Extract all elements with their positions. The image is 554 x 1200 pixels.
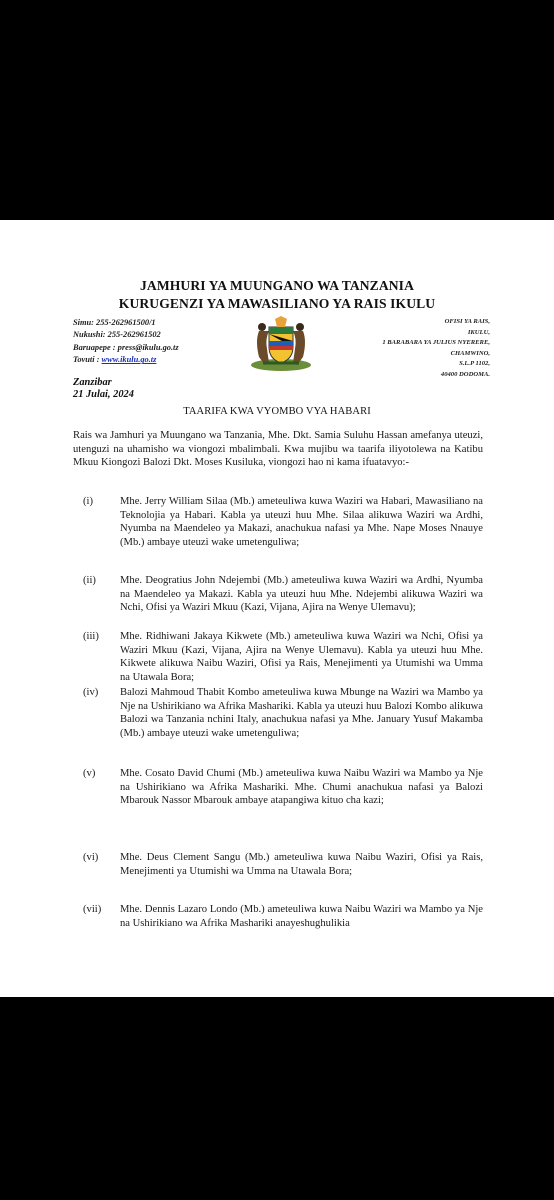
document-page: [0, 220, 554, 997]
place-date: [73, 377, 134, 401]
item-text: Mhe. Ridhiwani Jakaya Kikwete (Mb.) ameteuliwa kuwa Waziri wa Nchi, Ofisi ya Waziri Mkuu (Kazi, Vijana, Ajira na Wenye Ulemavu). Kabla ya uteuzi huu Mhe. Kikwete alikuwa Naibu Waziri, Ofisi ya Rais, Menejimenti ya Utumishi wa Umma na Utawala Bora;: [120, 631, 483, 683]
item-number: (ii): [83, 575, 96, 586]
item-number: (iv): [83, 687, 99, 698]
list-item: [83, 686, 483, 740]
item-text: Mhe. Dennis Lazaro Londo (Mb.) ameteuliwa kuwa Naibu Waziri wa Mambo ya Nje na Ushirikiano wa Afrika Mashariki anayeshughulikia: [120, 904, 483, 929]
item-text: Balozi Mahmoud Thabit Kombo ameteuliwa kuwa Mbunge na Waziri wa Mambo ya Nje na Ushirikiano wa Afrika Mashariki. Kabla ya uteuzi huu Balozi Kombo alikuwa Balozi wa Tanzania nchini Italy, anachukua nafasi ya Mhe. January Yusuf Makamba (Mb.) ambaye uteuzi wake umetenguliwa;: [120, 687, 483, 739]
list-item: [83, 574, 483, 615]
list-item: [83, 903, 483, 930]
address-line: 1 BARABARA YA JULIUS NYERERE,: [382, 339, 490, 347]
fax-text: Nukushi: 255-262961502: [73, 330, 161, 340]
address-line: IKULU,: [467, 328, 490, 336]
list-item: [83, 767, 483, 808]
header-title-2: KURUGENZI YA MAWASILIANO YA RAIS IKULU: [118, 296, 436, 311]
website-row: [73, 354, 179, 366]
intro-paragraph: Rais wa Jamhuri ya Muungano wa Tanzania, Mhe. Dkt. Samia Suluhu Hassan amefanya uteuzi, utenguzi na uhamisho wa viongozi mbalimbali. Kwa mujibu wa taarifa iliyotolewa na Katibu Mkuu Kiongozi Balozi Dkt. Moses Kusiluka, viongozi hao ni kama ifuatavyo:-: [73, 430, 483, 469]
office-address: [382, 317, 490, 381]
address-line: S.L.P 1102,: [459, 360, 490, 368]
place-text: Zanzibar: [73, 377, 112, 388]
website-link[interactable]: www.ikulu.go.tz: [101, 355, 157, 365]
website-label: Tovuti :: [73, 355, 102, 365]
list-item: [83, 630, 483, 684]
contact-block: [73, 317, 179, 367]
address-line: CHAMWINO,: [450, 349, 490, 357]
address-line: OFISI YA RAIS,: [444, 318, 490, 325]
phone-text: Simu: 255-262961500/1: [73, 318, 156, 327]
item-number: (v): [83, 768, 96, 779]
email-text: Baruapepe : press@ikulu.go.tz: [73, 342, 179, 352]
coat-of-arms-emblem: [245, 315, 317, 373]
date-text: 21 Julai, 2024: [73, 389, 134, 400]
address-line: 40400 DODOMA.: [440, 370, 490, 378]
item-number: (i): [83, 496, 93, 507]
header-title-1: JAMHURI YA MUUNGANO WA TANZANIA: [140, 278, 414, 293]
item-number: (iii): [83, 631, 99, 642]
list-item: [83, 851, 483, 878]
item-text: Mhe. Jerry William Silaa (Mb.) ameteuliwa kuwa Waziri wa Habari, Mawasiliano na Teknolojia ya Habari. Kabla ya uteuzi huu Mhe. Silaa alikuwa Waziri wa Ardhi, Nyumba na Maendeleo ya Makazi, anachukua nafasi ya Mhe. Nape Moses Nnauye (Mb.) ambaye uteuzi wake umetenguliwa;: [120, 496, 483, 548]
document-title: TAARIFA KWA VYOMBO VYA HABARI: [183, 406, 371, 417]
item-text: Mhe. Cosato David Chumi (Mb.) ameteuliwa kuwa Naibu Waziri wa Mambo ya Nje na Ushirikiano wa Afrika Mashariki. Mhe. Chumi anachukua nafasi ya Balozi Mbarouk Nassor Mbarouk ambaye atapangiwa kituo cha kazi;: [120, 768, 483, 807]
list-item: [83, 495, 483, 549]
item-number: (vii): [83, 904, 102, 915]
item-number: (vi): [83, 852, 99, 863]
item-text: Mhe. Deogratius John Ndejembi (Mb.) ameteuliwa kuwa Waziri wa Ardhi, Nyumba na Maendeleo ya Makazi. Kabla ya uteuzi huu Mhe. Ndejembi alikuwa Waziri wa Nchi, Ofisi ya Waziri Mkuu (Kazi, Vijana, Ajira na Wenye Ulemavu);: [120, 575, 483, 614]
item-text: Mhe. Deus Clement Sangu (Mb.) ameteuliwa kuwa Naibu Waziri, Ofisi ya Rais, Menejimenti ya Utumishi wa Umma na Utawala Bora;: [120, 852, 483, 877]
